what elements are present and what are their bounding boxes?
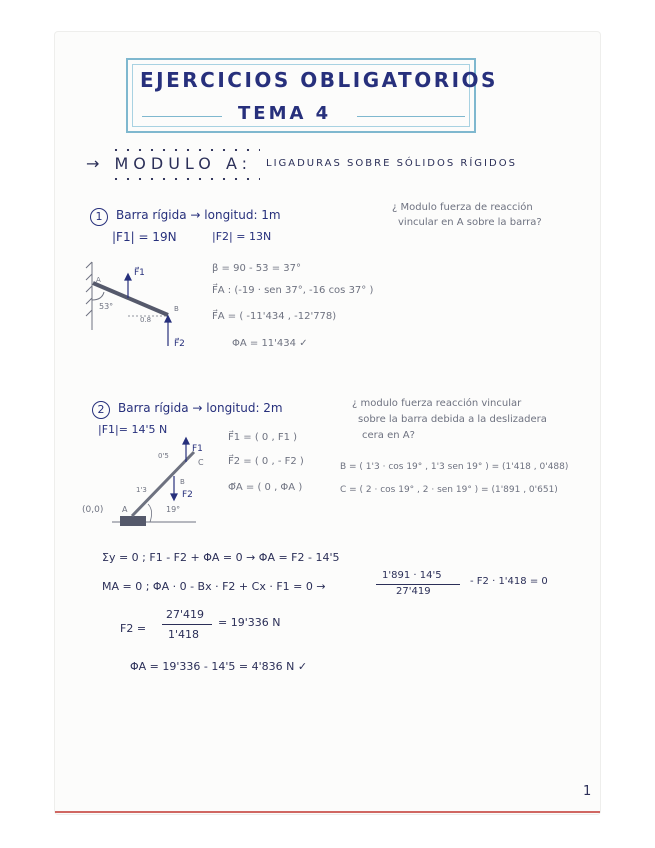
exercise-1-header: Barra rígida → longitud: 1m — [116, 208, 281, 222]
figure-2-point-a: A — [122, 505, 128, 514]
exercise-1-fa-values: F⃗A = ( -11'434 , -12'778) — [212, 311, 337, 322]
module-heading: → MODULO A: — [86, 154, 252, 173]
exercise-2-vector-f2: F⃗2 = ( 0 , - F2 ) — [228, 456, 304, 467]
exercise-1-question-line2: vincular en A sobre la barra? — [398, 217, 542, 228]
equation-sum-y: Σy = 0 ; F1 - F2 + ΦA = 0 → ΦA = F2 - 14'5 — [102, 551, 340, 564]
f2-label: F2 = — [120, 622, 147, 635]
exercise-2-vector-f1: F⃗1 = ( 0 , F1 ) — [228, 432, 298, 443]
exercise-2-question-line1: ¿ modulo fuerza reacción vincular — [352, 398, 522, 409]
f2-fraction-bar — [162, 624, 212, 625]
exercise-2-point-b-coords: B = ( 1'3 · cos 19° , 1'3 sen 19° ) = (1'418 , 0'488) — [340, 462, 569, 472]
equation-fraction-numerator: 1'891 · 14'5 — [382, 570, 442, 581]
angle-arc-2 — [148, 504, 152, 522]
figure-1-f1-label: F⃗1 — [134, 268, 145, 278]
exercise-1-fa-components: F⃗A : (-19 · sen 37°, -16 cos 37° ) — [212, 285, 374, 296]
f2-numerator: 27'419 — [166, 608, 205, 621]
phi-final-result: ΦA = 19'336 - 14'5 = 4'836 N ✓ — [130, 660, 308, 673]
figure-2-length-2: 1'3 — [136, 486, 147, 494]
equation-fraction-tail: - F2 · 1'418 = 0 — [470, 576, 548, 587]
module-topic: LIGADURAS SOBRE SÓLIDOS RÍGIDOS — [266, 158, 517, 169]
exercise-1-number: 1 — [90, 208, 108, 226]
exercise-2-f1: |F1|= 14'5 N — [98, 423, 168, 436]
figure-1-f2-label: F⃗2 — [174, 339, 185, 349]
exercise-1-f1: |F1| = 19N — [112, 230, 177, 244]
figure-2-point-c: C — [198, 458, 204, 467]
exercise-2-question-line2: sobre la barra debida a la deslizadera — [358, 414, 547, 425]
figure-2-length-1: 0'5 — [158, 452, 169, 460]
exercise-2-header: Barra rígida → longitud: 2m — [118, 401, 283, 415]
figure-2-point-b: B — [180, 478, 185, 486]
figure-1-point-b: B — [174, 305, 179, 313]
figure-1-point-a: A — [96, 276, 101, 284]
page-title: EJERCICIOS OBLIGATORIOS — [140, 68, 498, 92]
exercise-1-question-line1: ¿ Modulo fuerza de reacción — [392, 202, 533, 213]
figure-1-angle: 53° — [99, 302, 114, 311]
figure-2-angle: 19° — [166, 505, 181, 514]
f2-result: = 19'336 N — [218, 616, 281, 629]
figure-1-distance: 0.8 — [140, 316, 152, 324]
exercise-1-phi-result: ΦA = 11'434 ✓ — [232, 338, 308, 349]
exercise-1-beta: β = 90 - 53 = 37° — [212, 263, 301, 274]
exercise-1-f2: |F2| = 13N — [212, 230, 272, 243]
equation-fraction-denominator: 27'419 — [396, 586, 431, 597]
exercise-2-vector-phi: Φ⃗A = ( 0 , ΦA ) — [228, 482, 303, 493]
slider-block — [120, 516, 146, 526]
figure-2-f2-label: F2 — [182, 490, 193, 500]
exercise-2-question-line3: cera en A? — [362, 430, 415, 441]
equation-fraction-bar — [376, 584, 460, 585]
figure-2-origin: (0,0) — [82, 505, 104, 515]
exercise-2-point-c-coords: C = ( 2 · cos 19° , 2 · sen 19° ) = (1'891 , 0'651) — [340, 485, 558, 495]
page-number: 1 — [583, 784, 592, 799]
f2-denominator: 1'418 — [168, 628, 200, 641]
figure-2-f1-label: F1 — [192, 444, 203, 454]
exercise-2-number: 2 — [92, 401, 110, 419]
page-subtitle: TEMA 4 — [238, 103, 332, 124]
equation-moment-a: MA = 0 ; ΦA · 0 - Bx · F2 + Cx · F1 = 0 → — [102, 580, 326, 593]
